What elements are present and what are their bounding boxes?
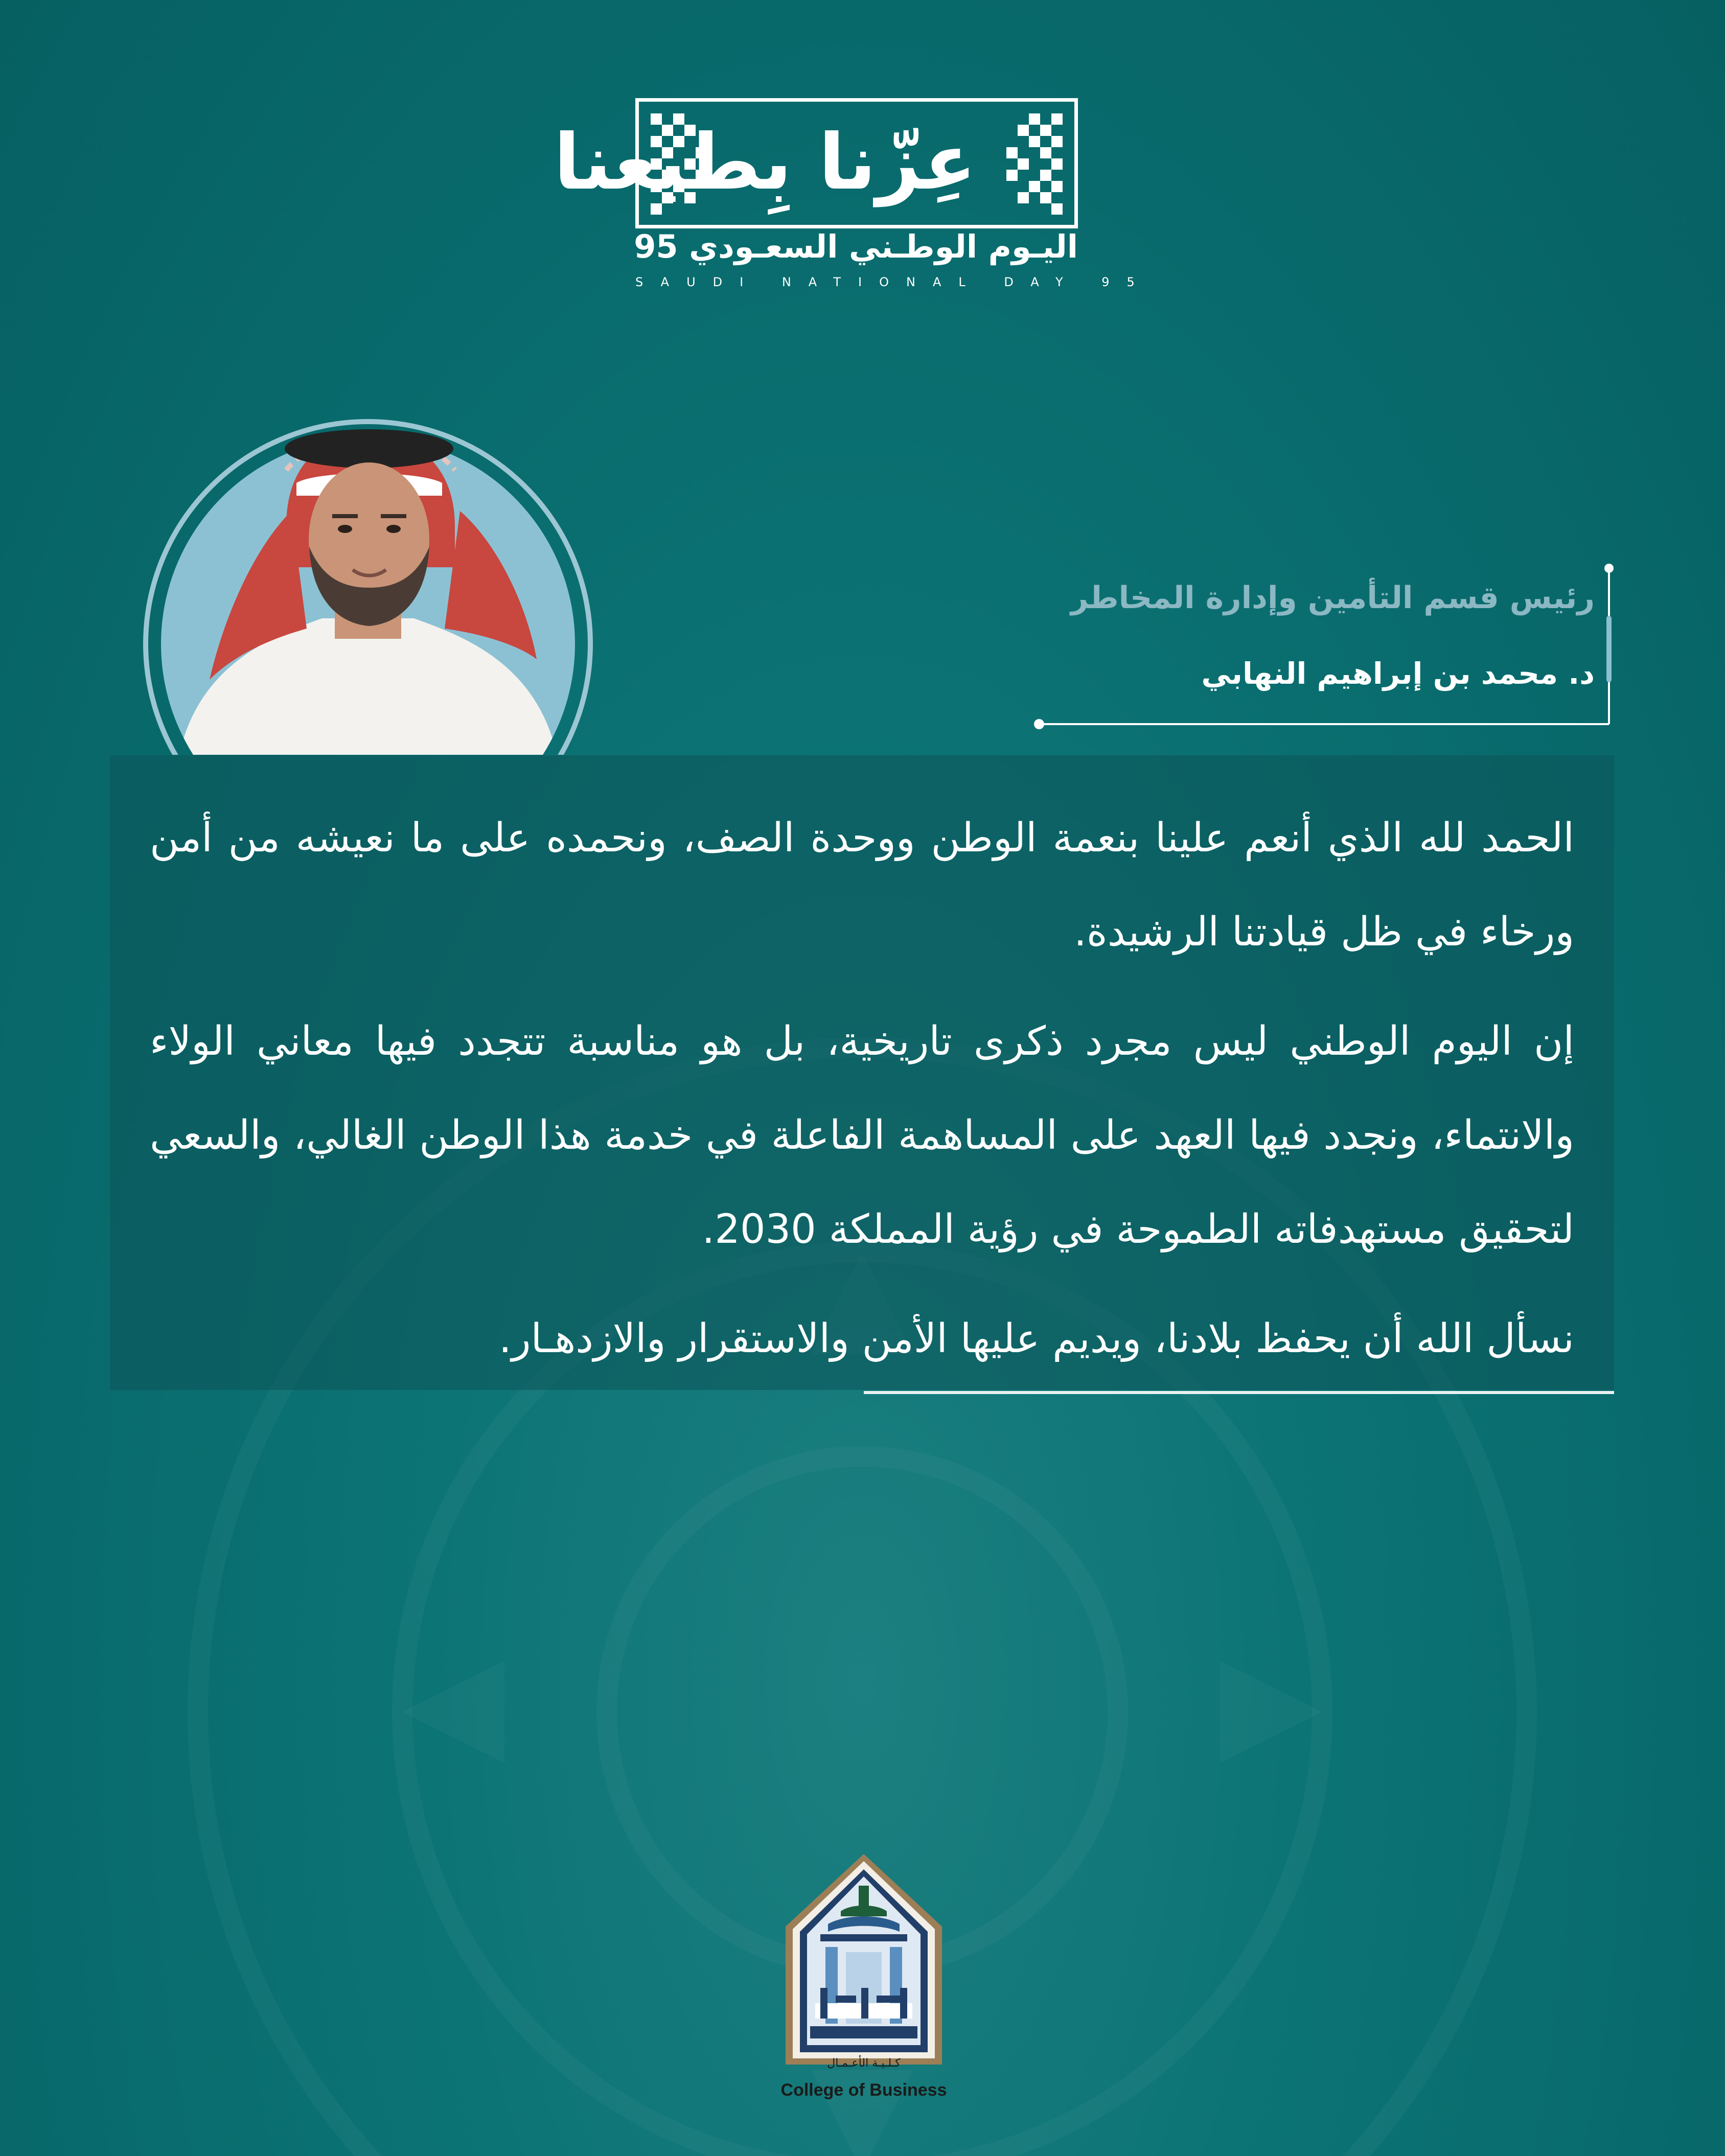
campaign-english: SAUDI NATIONAL DAY 95 [635,275,1152,289]
message-paragraph: نسأل الله أن يحفظ بلادنا، ويديم عليها الأمن والاستقرار والازدهـار. [499,1316,1574,1362]
college-name-arabic: كـلـيـة الأعـمـال [827,2057,901,2070]
message-box [110,755,1614,1390]
campaign-logo [554,92,1152,302]
campaign-title: عِزّنا بِطبعنا [554,118,976,207]
message-paragraph: الحمد لله الذي أنعم علينا بنعمة الوطن ووحدة الصف، ونحمده على ما نعيشه من أمن ورخاء في ظل قيادتنا الرشيدة. [150,815,1574,955]
speaker-name: د. محمد بن إبراهيم النهابي [1201,656,1595,691]
message-paragraph: إن اليوم الوطني ليس مجرد ذكرى تاريخية، بل هو مناسبة تتجدد فيها معاني الولاء والانتماء، ونجدد فيها العهد على المساهمة الفاعلة في خدمة هذا الوطن الغالي، والسعي لتحقيق مستهدفاته الطموحة في رؤية المملكة 2030. [150,1018,1574,1253]
speaker-info [1012,557,1625,741]
college-name: College of Business [780,2080,947,2100]
speaker-role: رئيس قسم التأمين وإدارة المخاطر [1070,580,1595,616]
message-divider [864,1391,1614,1394]
portrait-photo [138,393,598,756]
campaign-subtitle: اليـوم الوطـني السعـودي 95 [634,228,1078,265]
